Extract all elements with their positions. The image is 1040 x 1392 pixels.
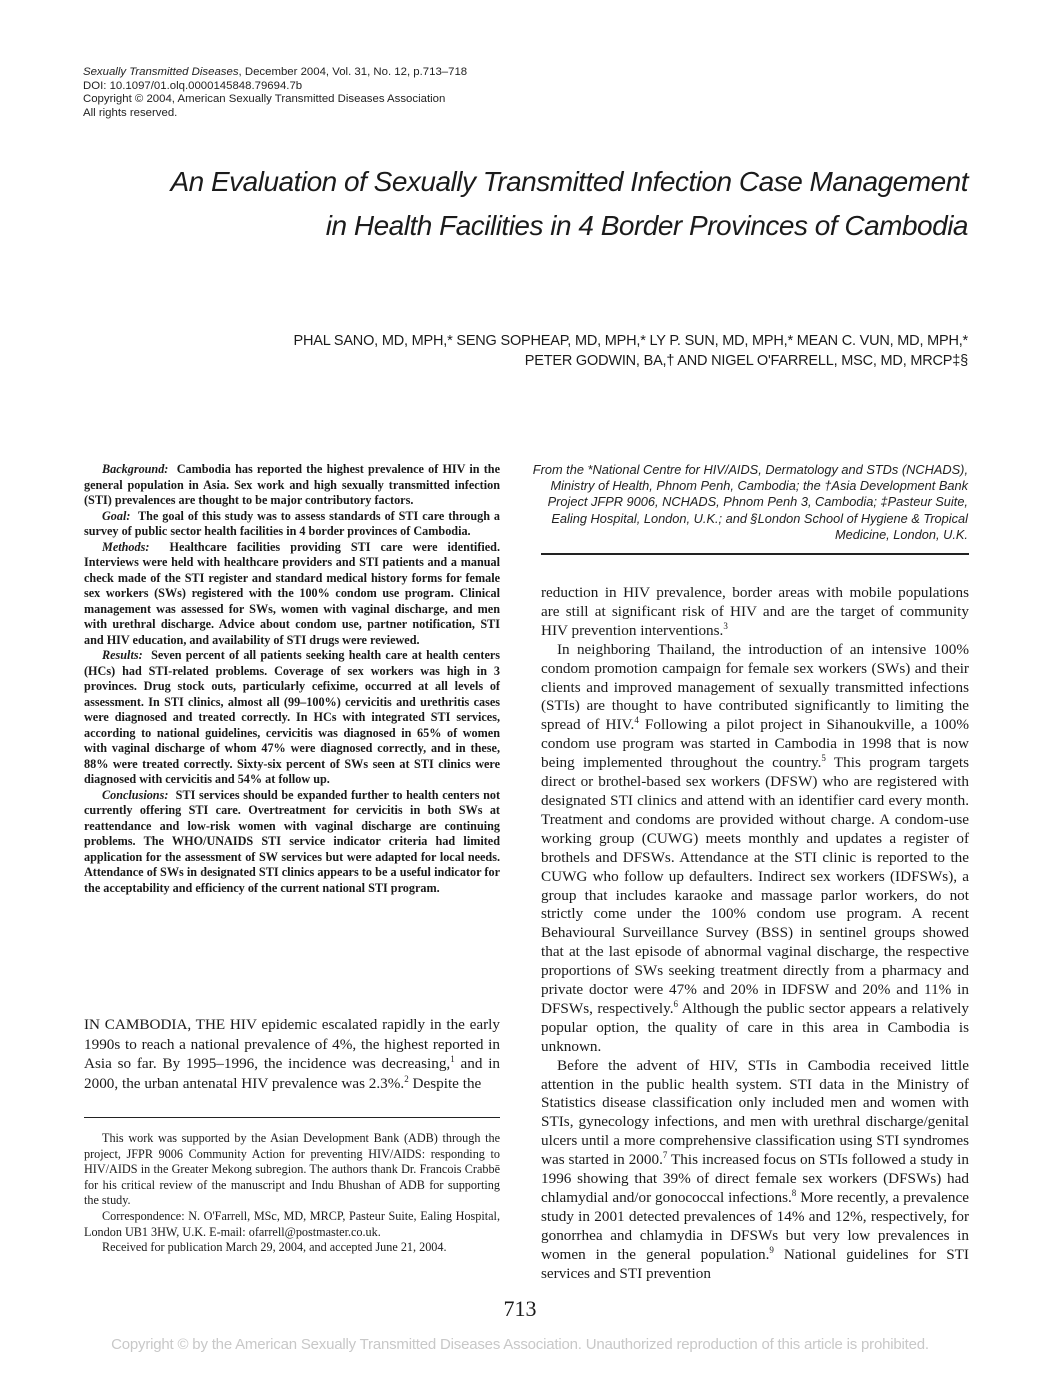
- journal-header: [83, 66, 543, 120]
- journal-issue: , December 2004, Vol. 31, No. 12, p.713–718: [238, 66, 468, 78]
- citation-ref: 3: [723, 620, 728, 631]
- page-number: 713: [503, 1296, 537, 1321]
- body-text-run: Following a pilot project in Sihanoukville, a 100% condom use program was started in Cambodia in 1998 that is now being implemented throughout the country.: [541, 716, 969, 772]
- intro-text: Despite the: [408, 1074, 482, 1092]
- body-text-run: Before the advent of HIV, STIs in Cambodia received little attention in the public health system. STI data in the Ministry of Statistics disease classification only included men and women with STIs, gynecology infections, and men with urethral discharge/genital ulcers until a more comprehensive classification using STI syndromes was started in 2000.: [541, 1056, 969, 1169]
- footnotes: [84, 1131, 500, 1256]
- abstract-text: Seven percent of all patients seeking health care at health centers (HCs) had STI-related problems. Coverage of sex workers was high in 3 provinces. Drug stock outs, particularly cefixime, occurred at all levels of assessment. In STI clinics, almost all (99–100%) cervicitis and urethritis cases were diagnosed and treated correctly. In HCs with integrated STI services, according to national guidelines, cervicitis was diagnosed in 65% of women with vaginal discharge of whom 47% were diagnosed correctly, and in these, 88% were treated correctly. Sixty-six percent of SWs seen at STI clinics were diagnosed with cervicitis and 54% at follow up.: [84, 648, 501, 786]
- citation-ref: 4: [634, 715, 639, 726]
- received-note: Received for publication March 29, 2004, and accepted June 21, 2004.: [102, 1240, 447, 1255]
- citation-ref: 5: [821, 753, 826, 764]
- body-text: [541, 584, 969, 1284]
- rights-line: All rights reserved.: [83, 106, 178, 119]
- intro-lead: IN CAMBODIA, THE HIV: [84, 1016, 257, 1033]
- abstract-label: Results:: [102, 648, 143, 662]
- author-list: [100, 331, 968, 371]
- abstract-text: STI services should be expanded further to health centers not currently offering STI care. Overtreatment for cervicitis in both SWs at reattendance and low-risk women with vaginal discharge are continuing problems. The WHO/UNAIDS STI service indicator criteria had limited application for the assessment of SW services but were adapted for local needs. Attendance of SWs in designated STI clinics appears to be a useful indicator for the acceptability and efficiency of the current national STI program.: [84, 787, 501, 895]
- abstract-label: Background:: [102, 462, 169, 476]
- abstract-methods: [84, 540, 500, 649]
- copyright-notice: Copyright © by the American Sexually Transmitted Diseases Association. Unauthorized reproduction of this article is prohibited.: [111, 1336, 929, 1353]
- citation-ref: 1: [450, 1053, 455, 1064]
- abstract-text: Cambodia has reported the highest prevalence of HIV in the general population in Asia. Sex work and high sexually transmitted infection (STI) prevalences are thought to be major contributory factors.: [84, 462, 500, 507]
- copyright-line: Copyright © 2004, American Sexually Transmitted Diseases Association: [83, 93, 446, 105]
- funding-note: This work was supported by the Asian Development Bank (ADB) through the project, JFPR 9006 Community Action for preventing HIV/AIDS: responding to HIV/AIDS in the Greater Mekong subregion. The authors thank Dr. Francois Crabbē for his critical review of the manuscript and Indu Bhushan of ADB for supporting the study.: [84, 1131, 500, 1208]
- abstract-conclusions: [84, 788, 500, 897]
- body-text-run: Although the public sector appears a relatively popular option, the quality of care in this area in Cambodia is unknown.: [541, 999, 969, 1055]
- body-text-run: This increased focus on STIs followed a study in 1996 showing that 39% of direct female sex workers (DFSWs) had chlamydial and/or gonococcal infections.: [541, 1151, 969, 1206]
- introduction: [84, 1015, 500, 1093]
- body-paragraph: [541, 584, 969, 641]
- abstract-label: Conclusions:: [102, 787, 169, 802]
- citation-ref: 7: [662, 1150, 668, 1161]
- authors-line-1: PHAL SANO, MD, MPH,* SENG SOPHEAP, MD, MPH,* LY P. SUN, MD, MPH,* MEAN C. VUN, MD, MPH,*: [293, 333, 968, 349]
- abstract-label: Goal:: [102, 508, 131, 523]
- abstract-text: The goal of this study was to assess standards of STI care through a survey of public sector health facilities in 4 border provinces of Cambodia.: [84, 508, 500, 538]
- citation-ref: 8: [791, 1187, 797, 1198]
- body-text-run: In neighboring Thailand, the introduction of an intensive 100% condom promotion campaign for female sex workers (SWs) and their clients and improved management of sexually transmitted infections (STIs) are thought to have contributed significantly to limiting the spread of HIV.: [541, 640, 969, 734]
- citation-ref: 9: [769, 1244, 774, 1255]
- abstract-label: Methods:: [102, 539, 150, 554]
- journal-name: Sexually Transmitted Diseases: [83, 66, 239, 78]
- body-text-run: National guidelines for STI services and STI prevention: [541, 1245, 969, 1282]
- intro-text: and in 2000, the urban antenatal HIV prevalence was 2.3%.: [84, 1055, 501, 1092]
- correspondence-note: Correspondence: N. O'Farrell, MSc, MD, MRCP, Pasteur Suite, Ealing Hospital, London UB1 3HW, U.K. E-mail: ofarrell@postmaster.co.uk.: [84, 1208, 500, 1239]
- article-title: An Evaluation of Sexually Transmitted Infection Case Management in Health Facilities in 4 Border Provinces of Cambodia: [170, 166, 968, 241]
- affiliations: From the *National Centre for HIV/AIDS, Dermatology and STDs (NCHADS), Ministry of Health, Phnom Penh, Cambodia; the †Asia Development Bank Project JFPR 9006, NCHADS, Phnom Penh 3, Cambodia; ‡Pasteur Suite, Ealing Hospital, London, U.K.; and §London School of Hygiene & Tropical Medicine, London, U.K.: [532, 462, 968, 542]
- journal-citation: [83, 66, 543, 80]
- body-paragraph: [541, 641, 969, 1057]
- body-paragraph: [541, 1057, 969, 1284]
- abstract-results: [84, 648, 500, 788]
- citation-ref: 2: [404, 1073, 409, 1084]
- doi: DOI: 10.1097/01.olq.0000145848.79694.7b: [83, 79, 303, 92]
- body-text-run: This program targets direct or brothel-based sex workers (DFSW) who are registered with designated STI clinics and attend with an identifier card every month. Treatment and condoms are provided without charge. A condom-use working group (CUWG) meets monthly and updates a register of brothels and DFSWs. Attendance at the STI clinic is reported to the CUWG who follow up defaulters. Indirect sex workers (IDFSWs), a group that includes karaoke and massage parlor workers, do not strictly come under the 100% condom use program. A recent Behavioural Surveillance Survey (BSS) in sentinel groups showed that at the last episode of abnormal vaginal discharge, the respective proportions of SWs seeking treatment directly from a pharmacy and private doctor were 47% and 20% in IDFSW and 20% and 11% in DFSWs, respectively.: [541, 754, 969, 1017]
- abstract-text: Healthcare facilities providing STI care were identified. Interviews were held with healthcare providers and STI patients and a manual check made of the STI register and standard medical history forms for female sex workers (SWs) registered with the 100% condom use program. Clinical management was assessed for SWs, women with vaginal discharge, and men with urethral discharge. Advice about condom use, partner notification, STI and HIV education, and availability of STI drugs were reviewed.: [84, 539, 500, 647]
- citation-ref: 6: [673, 998, 679, 1009]
- body-text-run: reduction in HIV prevalence, border areas with mobile populations are still at significant risk of HIV and are the target of community HIV prevention interventions.: [541, 584, 969, 639]
- intro-text: epidemic escalated rapidly in the early 1990s to reach a national prevalence of 4%, the highest reported in Asia so far. By 1995–1996, the incidence was decreasing,: [84, 1016, 500, 1072]
- abstract: [84, 462, 500, 896]
- intro-paragraph: [84, 1015, 500, 1093]
- footnote-divider: [84, 1117, 500, 1118]
- affiliation-divider: [541, 553, 969, 555]
- abstract-goal: [84, 509, 500, 540]
- body-text-run: More recently, a prevalence study in 2001 detected prevalences of 14% and 12%, respectively, for gonorrhea and chlamydia in DFSWs but very low prevalences in women in the general population.: [541, 1189, 969, 1263]
- authors-line-2: PETER GODWIN, BA,† AND NIGEL O'FARRELL, MSC, MD, MRCP‡§: [524, 353, 968, 369]
- abstract-background: [84, 462, 500, 509]
